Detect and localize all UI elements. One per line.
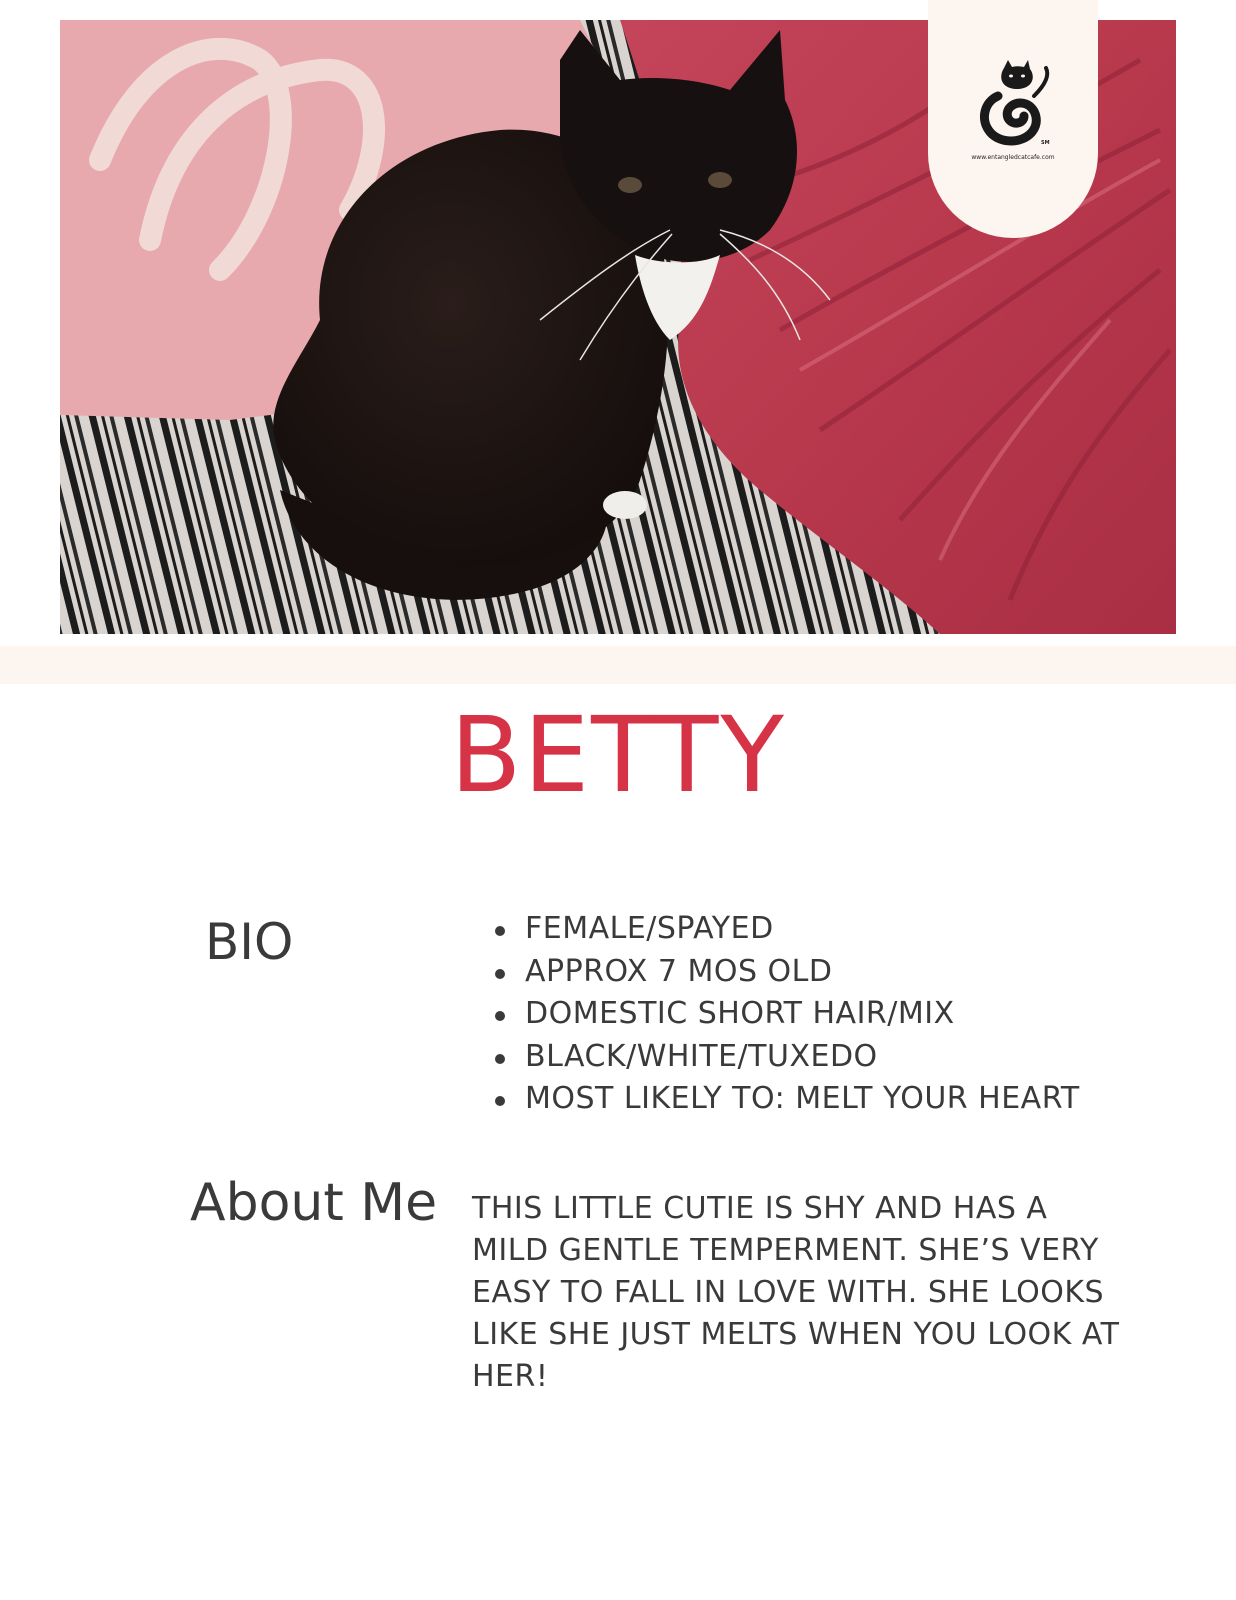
bio-item: MOST LIKELY TO: MELT YOUR HEART <box>495 1078 1080 1121</box>
about-label: About Me <box>190 1173 438 1233</box>
bio-item: DOMESTIC SHORT HAIR/MIX <box>495 993 1080 1036</box>
bio-item: FEMALE/SPAYED <box>495 908 1080 951</box>
logo-service-mark: SM <box>1041 140 1050 146</box>
bio-item: APPROX 7 MOS OLD <box>495 951 1080 994</box>
logo-url-text: www.entangledcatcafe.com <box>971 154 1055 161</box>
about-text: THIS LITTLE CUTIE IS SHY AND HAS A MILD GENTLE TEMPERMENT. SHE’S VERY EASY TO FALL IN LOVE WITH. SHE LOOKS LIKE SHE JUST MELTS WHEN YOU LOOK AT HER! <box>472 1191 1120 1394</box>
bio-list <box>495 908 1080 1121</box>
bio-label: BIO <box>205 913 294 971</box>
pet-name: BETTY <box>450 694 786 816</box>
bio-item: BLACK/WHITE/TUXEDO <box>495 1036 1080 1079</box>
logo-badge <box>928 0 1098 238</box>
divider-band <box>0 646 1236 684</box>
